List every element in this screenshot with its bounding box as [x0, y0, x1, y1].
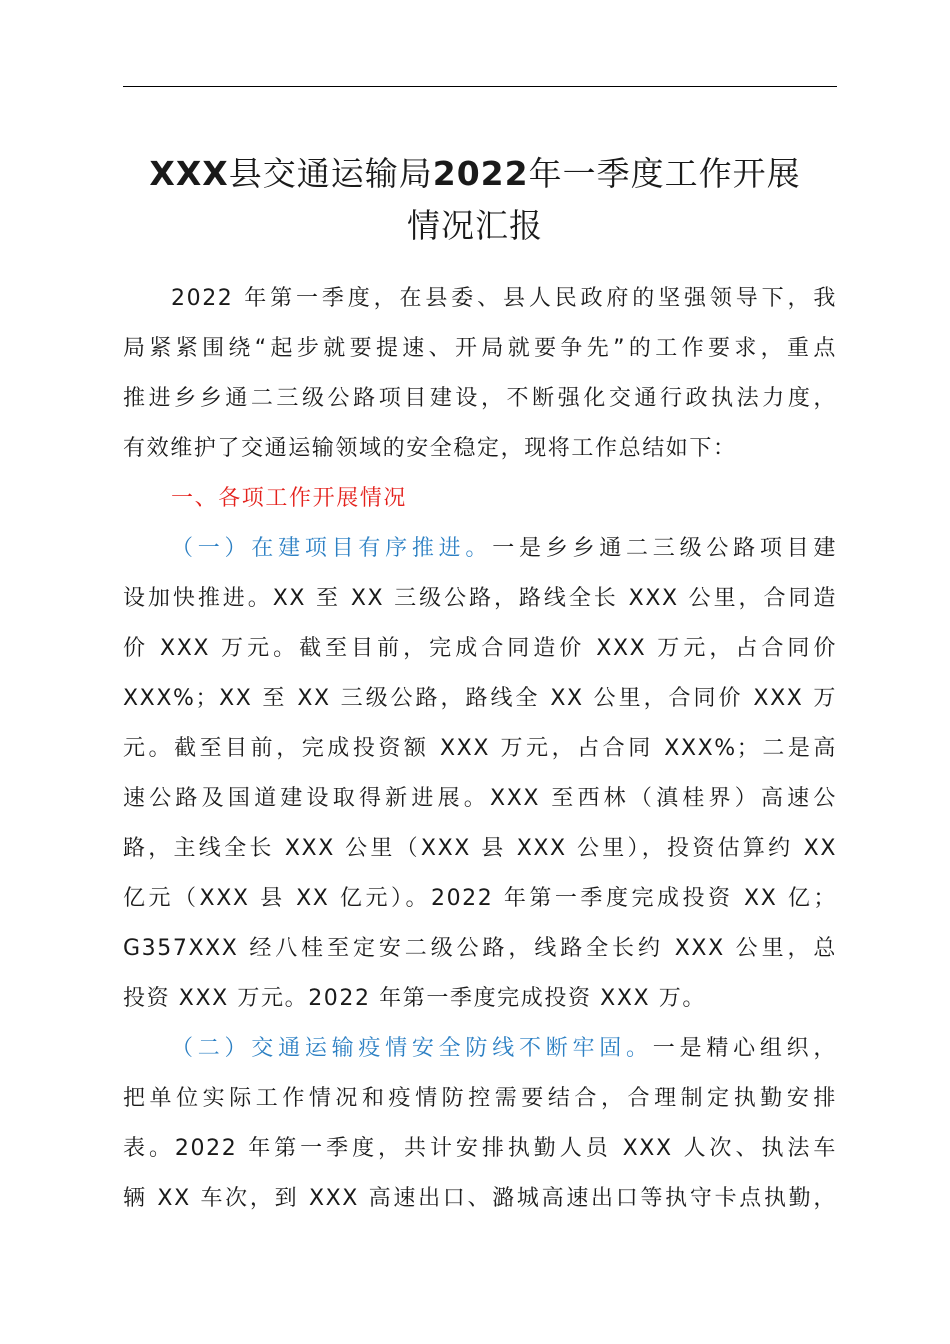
header-rule — [123, 86, 837, 87]
sub2-heading: （二）交通运输疫情安全防线不断牢固。 — [171, 1036, 653, 1061]
sub1-line: 投资 XXX 万元。2022 年第一季度完成投资 XXX 万。 — [123, 986, 706, 1011]
sub2-line: 把单位实际工作情况和疫情防控需要结合，合理制定执勤安排 — [123, 1086, 837, 1111]
sub2-first-line: （二）交通运输疫情安全防线不断牢固。一是精心组织， — [171, 1036, 837, 1061]
intro-line-2: 局紧紧围绕“起步就要提速、开局就要争先”的工作要求，重点 — [123, 336, 837, 361]
section-heading-1: 一、各项工作开展情况 — [171, 486, 408, 511]
document-title-line1: XXX县交通运输局2022年一季度工作开展 — [149, 154, 801, 193]
intro-line-4: 有效维护了交通运输领域的安全稳定，现将工作总结如下： — [123, 436, 737, 461]
sub1-line: XXX%；XX 至 XX 三级公路，路线全 XX 公里，合同价 XXX 万 — [123, 686, 837, 711]
intro-line-1: 2022 年第一季度，在县委、县人民政府的坚强领导下，我 — [171, 286, 837, 311]
sub1-line: 设加快推进。XX 至 XX 三级公路，路线全长 XXX 公里，合同造 — [123, 586, 837, 611]
sub2-line: 辆 XX 车次，到 XXX 高速出口、潞城高速出口等执守卡点执勤， — [123, 1186, 837, 1211]
sub1-heading: （一）在建项目有序推进。 — [171, 536, 493, 561]
sub1-line: 路，主线全长 XXX 公里（XXX 县 XXX 公里），投资估算约 XX — [123, 836, 837, 861]
sub1-line: 价 XXX 万元。截至目前，完成合同造价 XXX 万元，占合同价 — [123, 636, 837, 661]
intro-line-3: 推进乡乡通二三级公路项目建设，不断强化交通行政执法力度， — [123, 386, 837, 411]
sub2-line: 表。2022 年第一季度，共计安排执勤人员 XXX 人次、执法车 — [123, 1136, 837, 1161]
sub1-first-line: （一）在建项目有序推进。一是乡乡通二三级公路项目建 — [171, 536, 837, 561]
document-title-line2: 情况汇报 — [407, 206, 543, 245]
sub1-line: 元。截至目前，完成投资额 XXX 万元，占合同 XXX%；二是高 — [123, 736, 837, 761]
sub1-line: 亿元（XXX 县 XX 亿元）。2022 年第一季度完成投资 XX 亿； — [123, 886, 837, 911]
sub1-line: G357XXX 经八桂至定安二级公路，线路全长约 XXX 公里，总 — [123, 936, 837, 961]
sub1-line: 速公路及国道建设取得新进展。XXX 至西林（滇桂界）高速公 — [123, 786, 837, 811]
